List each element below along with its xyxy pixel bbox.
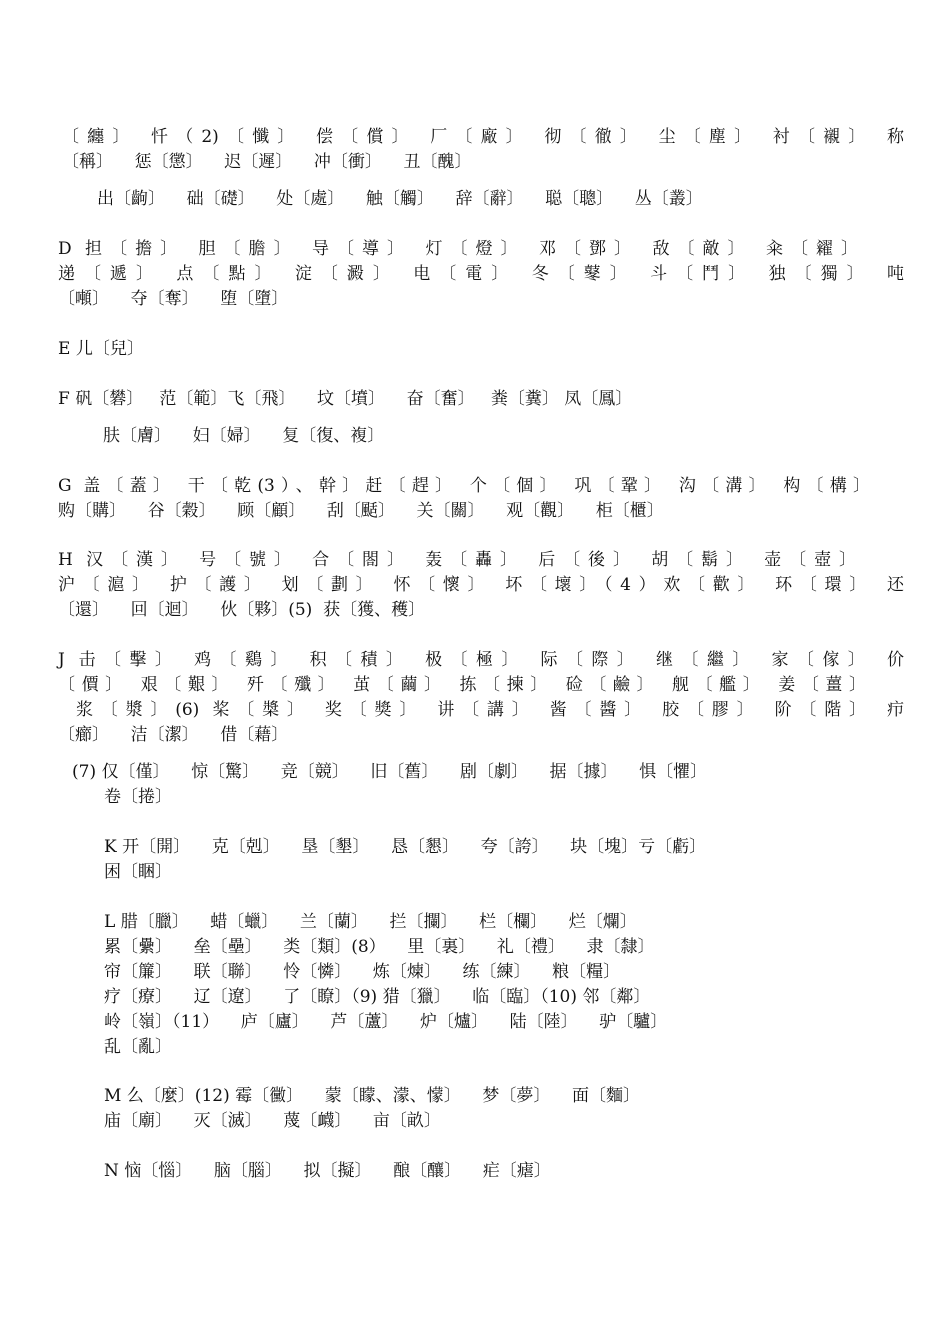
text-line: 购〔購〕 谷〔穀〕 顾〔顧〕 刮〔颳〕 关〔關〕 观〔觀〕 柜〔櫃〕 — [58, 501, 664, 521]
text-line: J 击〔擊〕 鸡〔鷄〕 积〔積〕 极〔極〕 际〔際〕 继〔繼〕 家〔傢〕 价 — [58, 650, 904, 670]
text-line: G 盖〔蓋〕 干〔乾(3）、幹〕赶〔趕〕 个〔個〕 巩〔鞏〕 沟〔溝〕 构〔構〕 — [58, 476, 870, 496]
text-line: D 担〔擔〕 胆〔膽〕 导〔導〕 灯〔燈〕 邓〔鄧〕 敌〔敵〕 籴〔糴〕 — [58, 239, 858, 259]
text-line: 〔噸〕 夺〔奪〕 堕〔墮〕 — [58, 289, 289, 309]
text-line: E 儿〔兒〕 — [58, 339, 144, 359]
text-line: 乱〔亂〕 — [104, 1037, 172, 1057]
text-line: M 么〔麼〕(12) 霉〔黴〕 蒙〔矇、濛、懞〕 梦〔夢〕 面〔麵〕 — [104, 1086, 640, 1106]
text-line: 庙〔廟〕 灭〔滅〕 蔑〔衊〕 亩〔畝〕 — [104, 1111, 441, 1131]
text-line: 疗〔療〕 辽〔遼〕 了〔瞭〕（9) 猎〔獵〕 临〔臨〕（10) 邻〔鄰〕 — [104, 987, 651, 1007]
text-line: 帘〔簾〕 联〔聯〕 怜〔憐〕 炼〔煉〕 练〔練〕 粮〔糧〕 — [104, 962, 621, 982]
text-line: 递〔遞〕 点〔點〕 淀〔澱〕 电〔電〕 冬〔鼕〕 斗〔鬥〕 独〔獨〕 吨 — [58, 264, 904, 284]
text-line: 〔纏〕 忏（2)〔懺〕 偿〔償〕 厂〔廠〕 彻〔徹〕 尘〔塵〕 衬〔襯〕 称 — [62, 127, 904, 147]
text-line: 困〔睏〕 — [104, 862, 172, 882]
text-line: 岭〔嶺〕（11） 庐〔廬〕 芦〔蘆〕 炉〔爐〕 陆〔陸〕 驴〔驢〕 — [104, 1012, 668, 1032]
text-line: K 开〔開〕 克〔剋〕 垦〔墾〕 恳〔懇〕 夸〔誇〕 块〔塊〕亏〔虧〕 — [104, 837, 707, 857]
text-line: H 汉〔漢〕 号〔號〕 合〔閤〕 轰〔轟〕 后〔後〕 胡〔鬍〕 壶〔壺〕 — [58, 550, 856, 570]
text-line: 浆〔漿〕(6) 桨〔槳〕 奖〔獎〕 讲〔講〕 酱〔醬〕 胶〔膠〕 阶〔階〕 疖 — [76, 700, 904, 720]
text-line: 累〔纍〕 垒〔壘〕 类〔類〕(8） 里〔裏〕 礼〔禮〕 隶〔隸〕 — [104, 937, 655, 957]
text-line: 肤〔膚〕 妇〔婦〕 复〔復、複〕 — [103, 426, 385, 446]
text-line: 出〔齣〕 础〔礎〕 处〔處〕 触〔觸〕 辞〔辭〕 聪〔聰〕 丛〔叢〕 — [97, 189, 703, 209]
text-line: (7) 仅〔僅〕 惊〔驚〕 竞〔競〕 旧〔舊〕 剧〔劇〕 据〔據〕 惧〔懼〕 — [72, 762, 708, 782]
text-line: 〔癤〕 洁〔潔〕 借〔藉〕 — [58, 725, 289, 745]
text-line: 〔稱〕 惩〔懲〕 迟〔遲〕 冲〔衝〕 丑〔醜〕 — [62, 152, 472, 172]
text-line: L 腊〔臘〕 蜡〔蠟〕 兰〔蘭〕 拦〔攔〕 栏〔欄〕 烂〔爛〕 — [104, 912, 637, 932]
text-line: 卷〔捲〕 — [104, 787, 172, 807]
text-line: 〔價〕 艰〔艱〕 歼〔殲〕 茧〔繭〕 拣〔揀〕 硷〔鹼〕 舰〔艦〕 姜〔薑〕 — [58, 675, 866, 695]
text-line: F 矾〔礬〕 范〔範〕飞〔飛〕 坟〔墳〕 奋〔奮〕 粪〔糞〕 凤〔鳳〕 — [58, 389, 633, 409]
text-line: 〔還〕 回〔迴〕 伙〔夥〕(5) 获〔獲、穫〕 — [58, 600, 426, 620]
text-line: 沪〔滬〕 护〔護〕 划〔劃〕 怀〔懷〕 坏〔壞〕（4）欢〔歡〕 环〔環〕 还 — [58, 575, 904, 595]
text-line: N 恼〔惱〕 脑〔腦〕 拟〔擬〕 酿〔釀〕 疟〔瘧〕 — [104, 1161, 551, 1181]
